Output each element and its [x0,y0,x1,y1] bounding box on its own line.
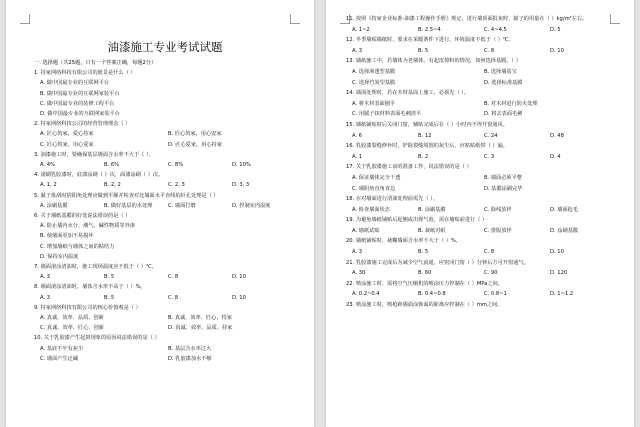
answer-option: B. 0.4~0.8 [418,291,446,298]
answer-option: A. 30 [352,270,366,277]
answer-option-row [346,184,616,195]
answer-option: B. 使墙面更加不易损坏 [40,233,94,240]
answer-option: B. 做中国最专业的互联网家装平台 [40,90,120,97]
answer-option: B. 2.5~4 [418,26,441,33]
answer-option: D. 5 [550,26,561,33]
answer-option: C. 匠心筑家，用心爱家 [40,141,94,148]
answer-option: A. 4% [40,162,55,169]
answer-option-row [34,129,296,139]
question-text: 20. 墙纸铺贴时，裱糊墙面含水率不大于（ ）%。 [346,238,462,245]
answer-option: A. 做中国最专业的互联网平台 [40,80,110,87]
answer-option-row [346,205,616,216]
question-text: 17. 关于乳胶漆施工前的准备工作，说法错误的是（ ） [346,164,472,171]
answer-option-row [346,226,616,237]
answer-option: A. 选择渗透型基膜 [352,68,396,75]
answer-option: B. 做好基层的水处理 [104,202,153,209]
answer-option-row [346,25,616,36]
answer-option: B. 基层含水率过大 [168,345,212,352]
answer-option-row [34,201,296,211]
answer-option-row [346,46,616,57]
answer-option: A. 基底不牢有灰尘 [40,345,84,352]
answer-option: A. 真诚、效率、品质、创新 [40,315,104,322]
question-text: 18. 在对墙面进行清油处理前需先（ ）。 [346,196,438,203]
answer-option: B. 5 [418,47,429,54]
answer-option: A. 检查墙面状态 [352,206,390,213]
question-text: 7. 墙面滚涂清油时，施工现场温度应不低于（ ）℃。 [34,264,158,271]
answer-option: B. 5 [418,249,429,256]
answer-option: C. 真诚、效率、匠心、创新 [40,325,104,332]
answer-option-row [34,313,296,323]
answer-option: D. 真诚、效率、品质、持家 [168,325,233,332]
answer-option: A. 3 [40,274,51,281]
answer-option: D. 墙面抢毛 [550,206,579,213]
answer-option: C. 2, 3 [168,182,185,189]
page-right [326,0,634,427]
answer-option: B. 涂刷基膜 [418,206,446,213]
question-text: 22. 喷涂施工时，需将空气压缩机的喷涂压力控制在（ ）MPa之间。 [346,280,503,287]
question-text: 14. 墙面处理时，若在木材基面上施工，必须先（ ）。 [346,90,470,97]
crop-mark-icon [20,14,30,24]
answer-option: C. 用腻子抹材料表面毛刺清平 [352,111,422,118]
answer-option: A. 保证墙体完全干透 [352,174,401,181]
answer-option: C. 4~4.5 [484,26,507,33]
answer-option: B. 60 [418,270,432,277]
answer-option-row [346,131,616,142]
question-text: 2. 持家网络科技公司的经营管理理念（ ） [34,121,131,128]
answer-option: A. 防止墙内水分、潮气、碱性物质等外渗 [40,223,135,230]
answer-option: B. 对木材进行防火处理 [484,100,538,107]
answer-option: D. 匠心爱家，用心持家 [168,141,222,148]
answer-option: A. 6 [352,132,363,139]
answer-option-row [346,99,616,110]
answer-option: D. 10 [550,47,564,54]
answer-option: B. 12 [418,132,432,139]
answer-option: D. 做中国最专业的互联网家装平台 [40,111,120,118]
answer-option: A. 涂刷基膜 [40,202,68,209]
answer-option-row [346,268,616,279]
answer-option: B. 2, 2 [104,182,121,189]
question-text: 1. 持家网络科技有限公司的愿景是什么（ ） [34,70,136,77]
answer-option: D. 3, 3 [232,182,250,189]
answer-option: A. 3 [352,47,363,54]
answer-option: D. 将去表面毛刺 [484,111,523,118]
answer-option: B. 裁纸对纸 [418,227,446,234]
page-right-content [346,14,616,311]
document-title: 油漆施工专业考试试题 [107,40,223,54]
answer-option: D. 10 [232,294,246,301]
answer-option: C. 排版放样 [484,227,512,234]
answer-option-row [346,78,616,89]
question-text: 3. 油漆施工时，要确保基层墙面含水率不大于（ ）。 [34,151,154,158]
answer-option: D. 10 [232,274,246,281]
answer-option: D. 10 [550,249,564,256]
question-text: 23. 喷涂施工时，喷枪距墙面涂饰面的距离应控制在（ ）mm之间。 [346,302,503,309]
section-heading: 一. 选择题（共25题，只有一个答案正确，每题2分） [34,60,157,66]
answer-option-row [34,293,296,303]
answer-option-row [34,354,296,364]
question-text: 15. 墙纸铺贴时后关闭门窗，辅贴完成后在（ ）小时内不得开窗通风。 [346,121,508,128]
answer-option-row [34,323,296,333]
question-text: 6. 关于墙纸基膜的好处说法错误的是（ ） [34,213,131,220]
answer-option: B. 匠心筑家，用心安家 [168,131,222,138]
answer-option: A. 将木材表面刨平 [352,100,396,107]
answer-option: C. 选择竹炭型基膜 [352,79,396,86]
question-text: 16. 乳胶漆裂缝修补时，铲除裂缝周围的灰尘后，应贴贴纸带（ ）遍。 [346,143,508,150]
answer-option: D. 选择标准基膜 [484,79,523,86]
answer-option: D. 4 [550,153,561,160]
answer-option-row [34,180,296,190]
answer-option: C. 3 [484,153,495,160]
answer-option: A. 1 [352,153,363,160]
answer-option: D. 涂刷基膜 [550,227,579,234]
answer-option: D. 保持室内温度 [40,253,79,260]
question-list-right [346,14,616,311]
answer-option: C. 0.8~1 [484,291,507,298]
answer-option: C. 8% [168,162,184,169]
answer-option-row [34,160,296,170]
question-list-left [34,68,296,364]
answer-option: D. 控制室内湿度 [232,202,271,209]
question-text: 4. 滚刷乳胶漆时，底漆涂刷（ ）次，面漆涂刷（ ）次。 [34,172,164,179]
answer-option-row [346,247,616,258]
answer-option: D. 乳胶漆加水不够 [168,355,212,362]
answer-option: A. 1, 2 [40,182,57,189]
answer-option: C. 90 [484,270,498,277]
question-text: 13. 墙纸施工中，若墙体为老墙体，有起皮掉粉的情况，如何选择基膜。（ ） [346,58,521,65]
answer-option: C. 做中国最专业的装修工程平台 [40,100,115,107]
answer-option-row [34,344,296,354]
question-text: 12. 冬季墙贴墙纸时，要求在采暖条件下进行，环境温度不低于（ ）℃。 [346,37,514,44]
answer-option: A. 3 [352,249,363,256]
answer-option: D. 基膜涂刷完毕 [484,185,523,192]
question-text: 21. 乳胶漆施工完成后为减少空气流通，应密闭门窗（ ）分钟后方可开窗通气。 [346,259,529,266]
answer-option: B. 5 [104,294,115,301]
answer-option: C. 墙面打磨 [168,202,196,209]
question-text: 11. 按照《持家企业标准-油漆工程操作手册》规定，进行墙顶面批灰时，腻子的用量在（ ）kg/m²左右。 [346,16,588,22]
answer-option: D. 48 [550,132,564,139]
answer-option: B. 选择墙基宝 [484,68,517,75]
answer-option: B. 5 [104,274,115,281]
answer-option-row [34,272,296,282]
question-text: 5. 腻子批刮时阴阳角处理应做到平顺并检查对比墙面水平直线的针孔处理是（ ） [34,192,219,199]
answer-option: A. 3 [40,294,51,301]
answer-option-row [346,289,616,300]
answer-option: A. 0.2~0.4 [352,291,380,298]
answer-option: A. 匠心筑家，爱心持家 [40,131,94,138]
answer-option: B. 6% [104,162,120,169]
answer-option: B. 真诚、效率、匠心、持家 [168,315,232,322]
question-text: 19. 为避免墙纸铺贴后起翘或出现气泡，需在墙贴前进行（ ） [346,217,488,224]
answer-option: C. 24 [484,132,498,139]
answer-option: B. 墙面必须平整 [484,174,522,181]
question-text: 8. 墙面滚涂清油时，墙体含水率不高于（ ）%。 [34,284,146,291]
answer-option: D. 1~1.2 [550,291,574,298]
answer-option: A. 1~2 [352,26,370,33]
answer-option: C. 8 [484,249,495,256]
answer-option: C. 墙面产生泛碱 [40,355,79,362]
question-text: 9. 持家网络科技有限公司的核心价值观是（ ） [34,304,141,311]
answer-option-row [346,109,616,120]
answer-option: C. 8 [484,47,495,54]
page-left [6,0,314,427]
answer-option-row [346,152,616,163]
answer-option: C. 除线放样 [484,206,512,213]
answer-option: C. 增加墙纸与墙体之间的粘结力 [40,243,115,250]
answer-option: D. 10% [232,162,251,169]
answer-option: C. 8 [168,294,179,301]
answer-option: C. 墙阴角直角直边 [352,185,396,192]
answer-option: A. 墙纸试贴 [352,227,380,234]
answer-option: D. 120 [550,270,568,277]
answer-option: C. 8 [168,274,179,281]
answer-option-row [346,173,616,184]
page-left-content [34,14,296,364]
answer-option: B. 2 [418,153,429,160]
question-text: 10. 关于乳胶漆产生起鼓现象的原因说法错误的是（ ） [34,335,160,342]
answer-option-row [346,67,616,78]
answer-option-row [34,140,296,150]
